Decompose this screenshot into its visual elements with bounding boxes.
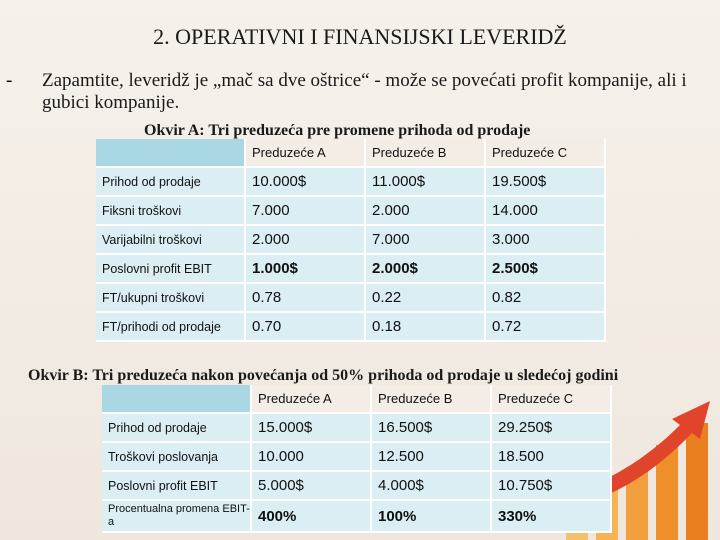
table-row <box>102 501 612 533</box>
table-cell: 2.500$ <box>486 255 606 284</box>
table-cell: 18.500 <box>492 443 612 472</box>
table-row <box>102 472 612 501</box>
table-b-col-header: Preduzeće C <box>492 385 612 414</box>
table-cell: 4.000$ <box>372 472 492 501</box>
row-label: Troškovi poslovanja <box>102 443 252 472</box>
row-label: Prihod od prodaje <box>96 168 246 197</box>
table-row <box>102 414 612 443</box>
table-row <box>96 284 606 313</box>
table-cell: 5.000$ <box>252 472 372 501</box>
table-row <box>96 255 606 284</box>
table-cell: 11.000$ <box>366 168 486 197</box>
row-label: Poslovni profit EBIT <box>102 472 252 501</box>
row-label: Varijabilni troškovi <box>96 226 246 255</box>
table-a-col-header: Preduzeće A <box>246 139 366 168</box>
table-b-col-header: Preduzeće B <box>372 385 492 414</box>
table-cell: 2.000 <box>366 197 486 226</box>
table-cell: 16.500$ <box>372 414 492 443</box>
table-cell: 330% <box>492 501 612 533</box>
row-label: FT/ukupni troškovi <box>96 284 246 313</box>
table-row <box>96 168 606 197</box>
table-cell: 400% <box>252 501 372 533</box>
table-cell: 0.22 <box>366 284 486 313</box>
table-row <box>102 443 612 472</box>
table-cell: 0.78 <box>246 284 366 313</box>
table-cell: 7.000 <box>246 197 366 226</box>
table-cell: 2.000 <box>246 226 366 255</box>
table-cell: 19.500$ <box>486 168 606 197</box>
table-cell: 10.000$ <box>246 168 366 197</box>
row-label: Fiksni troškovi <box>96 197 246 226</box>
slide-title: 2. OPERATIVNI I FINANSIJSKI LEVERIDŽ <box>153 24 567 49</box>
table-b-col-header: Preduzeće A <box>252 385 372 414</box>
table-row <box>96 313 606 342</box>
table-cell: 15.000$ <box>252 414 372 443</box>
table-cell: 0.70 <box>246 313 366 342</box>
row-label: Poslovni profit EBIT <box>96 255 246 284</box>
growth-bar-5-icon <box>686 423 708 540</box>
table-row <box>96 226 606 255</box>
table-cell: 0.82 <box>486 284 606 313</box>
row-label: Prihod od prodaje <box>102 414 252 443</box>
table-a-col-header: Preduzeće C <box>486 139 606 168</box>
table-cell: 10.000 <box>252 443 372 472</box>
table-b-header-row <box>102 385 612 414</box>
table-b <box>102 385 612 533</box>
table-cell: 29.250$ <box>492 414 612 443</box>
table-a-caption: Okvir A: Tri preduzeća pre promene prihoda od prodaje <box>144 122 531 139</box>
table-cell: 100% <box>372 501 492 533</box>
bullet-marker: - <box>6 70 13 91</box>
table-a <box>96 139 606 342</box>
table-cell: 12.500 <box>372 443 492 472</box>
table-a-header-row <box>96 139 606 168</box>
table-cell: 0.72 <box>486 313 606 342</box>
row-label: FT/prihodi od prodaje <box>96 313 246 342</box>
table-cell: 3.000 <box>486 226 606 255</box>
table-a-col-header: Preduzeće B <box>366 139 486 168</box>
row-label: Procentualna promena EBIT-a <box>102 501 252 533</box>
table-cell: 2.000$ <box>366 255 486 284</box>
table-b-corner <box>102 385 252 414</box>
table-cell: 14.000 <box>486 197 606 226</box>
table-cell: 10.750$ <box>492 472 612 501</box>
table-a-corner <box>96 139 246 168</box>
table-row <box>96 197 606 226</box>
table-cell: 7.000 <box>366 226 486 255</box>
table-cell: 0.18 <box>366 313 486 342</box>
table-cell: 1.000$ <box>246 255 366 284</box>
table-b-caption: Okvir B: Tri preduzeća nakon povećanja od 50% prihoda od prodaje u sledećoj godini <box>28 367 619 384</box>
bullet-text: Zapamtite, leveridž je „mač sa dve oštrice“ - može se povećati profit kompanije, ali i gubici kompanije. <box>42 70 687 113</box>
